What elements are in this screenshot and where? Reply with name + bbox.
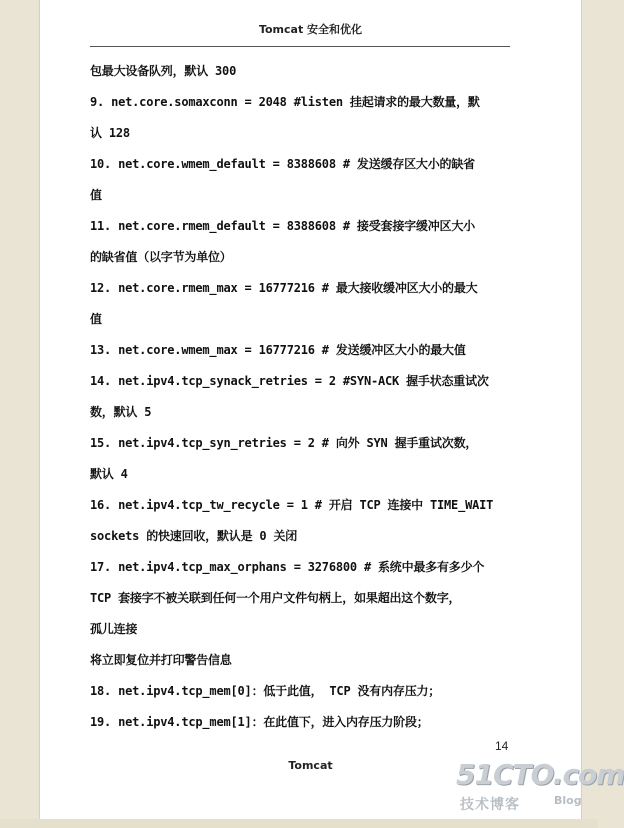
- text-line: sockets 的快速回收，默认是 0 关闭: [90, 529, 298, 543]
- watermark-logo: 51CTO.com: [456, 758, 624, 791]
- body-text: [90, 56, 515, 738]
- page-header: Tomcat 安全和优化: [258, 23, 363, 36]
- text-line: 孤儿连接: [90, 622, 138, 636]
- text-line: 将立即复位并打印警告信息: [90, 653, 232, 667]
- text-line: 值: [90, 188, 102, 202]
- text-line: 18. net.ipv4.tcp_mem[0]：低于此值， TCP 没有内存压力；: [90, 684, 441, 698]
- text-line: 默认 4: [90, 467, 128, 481]
- text-line: 11. net.core.rmem_default = 8388608 # 接受套接字缓冲区大小: [90, 219, 475, 233]
- text-line: 包最大设备队列，默认 300: [90, 64, 237, 78]
- text-line: 12. net.core.rmem_max = 16777216 # 最大接收缓冲区大小的最大: [90, 281, 478, 295]
- text-line: 值: [90, 312, 102, 326]
- page-number: 14: [495, 739, 509, 753]
- text-line: TCP 套接字不被关联到任何一个用户文件句柄上，如果超出这个数字，: [90, 591, 461, 605]
- site-watermark: [456, 758, 624, 820]
- text-line: 的缺省值（以字节为单位）: [90, 250, 232, 264]
- page-footer: Tomcat: [288, 759, 333, 772]
- text-line: 16. net.ipv4.tcp_tw_recycle = 1 # 开启 TCP 连接中 TIME_WAIT: [90, 498, 494, 512]
- text-line: 9. net.core.somaxconn = 2048 #listen 挂起请求的最大数量，默: [90, 95, 480, 109]
- text-line: 13. net.core.wmem_max = 16777216 # 发送缓冲区大小的最大值: [90, 343, 466, 357]
- text-line: 认 128: [90, 126, 130, 140]
- document-page: [40, 0, 581, 819]
- text-line: 17. net.ipv4.tcp_max_orphans = 3276800 # 系统中最多有多少个: [90, 560, 485, 574]
- bottom-band: [0, 819, 598, 828]
- text-line: 数，默认 5: [90, 405, 152, 419]
- header-divider: [90, 46, 510, 47]
- text-line: 14. net.ipv4.tcp_synack_retries = 2 #SYN-ACK 握手状态重试次: [90, 374, 489, 388]
- text-line: 19. net.ipv4.tcp_mem[1]：在此值下，进入内存压力阶段；: [90, 715, 429, 729]
- text-line: 10. net.core.wmem_default = 8388608 # 发送缓存区大小的缺省: [90, 157, 475, 171]
- watermark-blog: Blog: [554, 794, 582, 807]
- text-line: 15. net.ipv4.tcp_syn_retries = 2 # 向外 SYN 握手重试次数，: [90, 436, 478, 450]
- watermark-subtitle: 技术博客: [460, 797, 520, 813]
